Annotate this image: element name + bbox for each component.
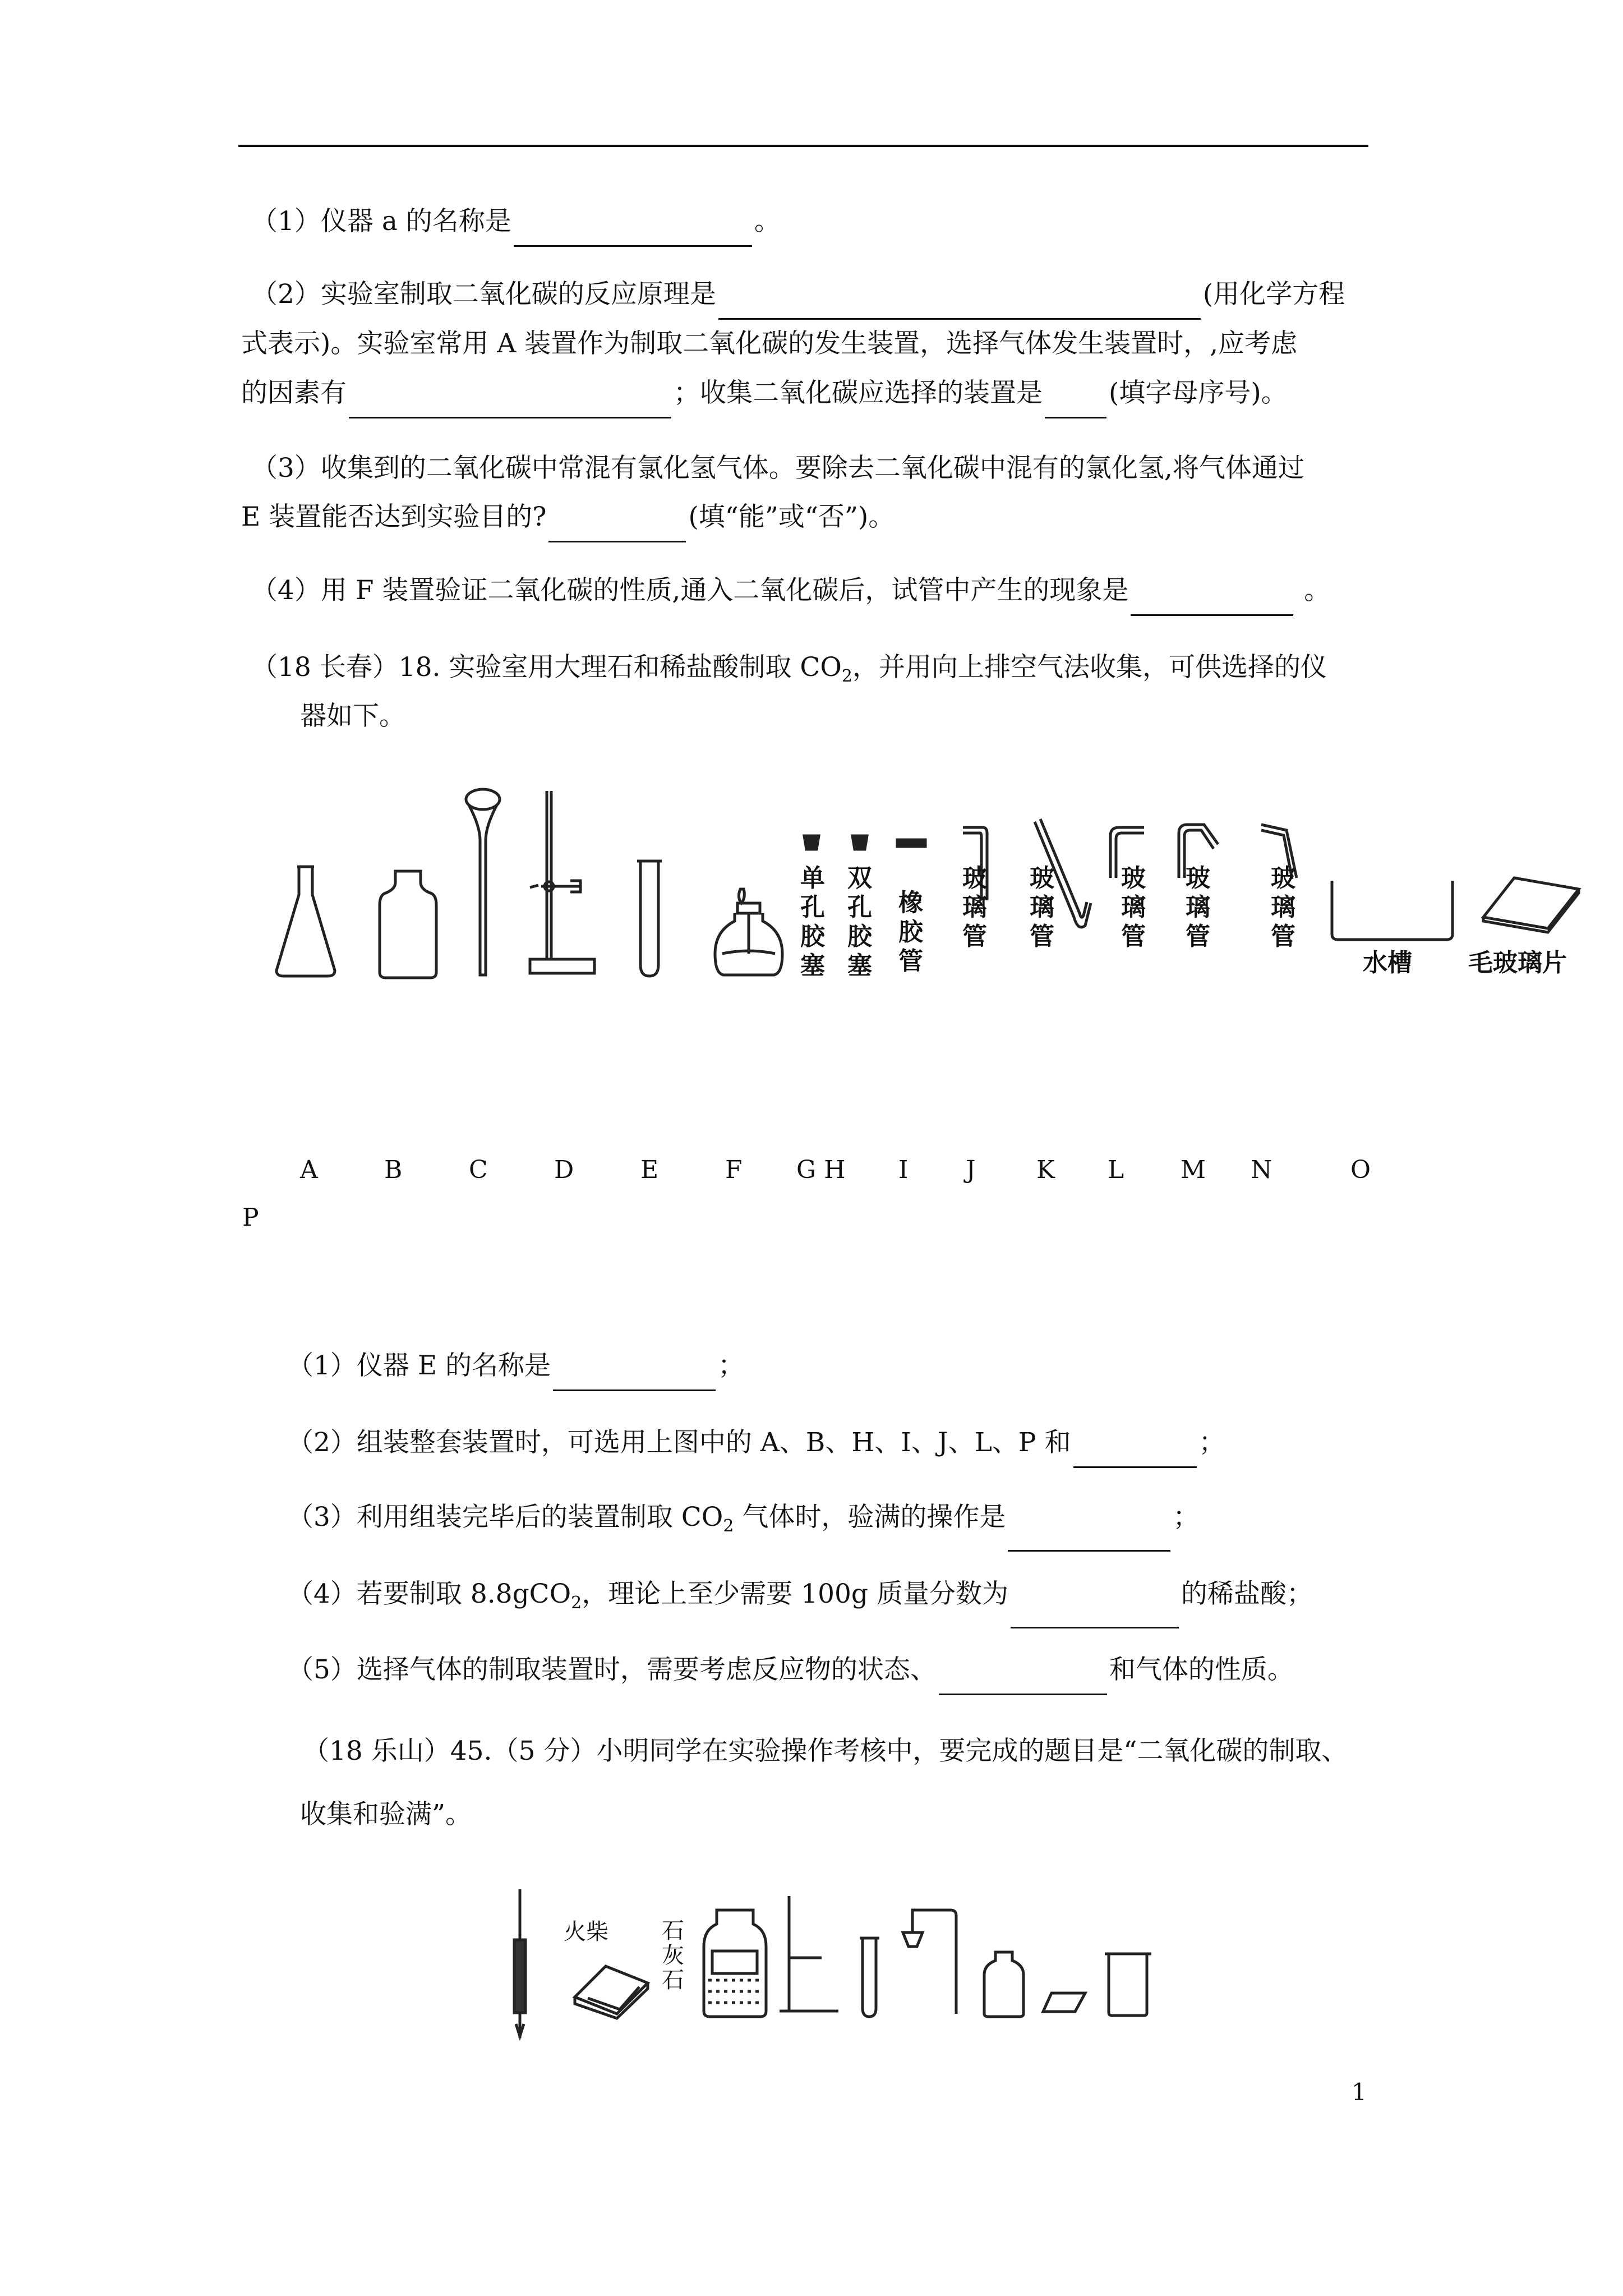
long-neck-funnel-drawing: [463, 787, 502, 979]
q45-thermometer-drawing: [511, 1889, 528, 2041]
label-double-hole-stopper: 双孔胶塞: [847, 864, 872, 980]
alcohol-lamp-drawing: [712, 886, 785, 979]
letter-j: J: [966, 1156, 976, 1184]
question-3-line-2: E 装置能否达到实验目的? (填“能”或“否”)。: [241, 492, 895, 542]
letter-d: D: [554, 1156, 574, 1184]
letter-b: B: [384, 1156, 403, 1184]
conical-flask-drawing: [272, 864, 339, 979]
question-2-line-3: 的因素有 ；收集二氧化碳应选择的装置是 (填字母序号)。: [241, 368, 1288, 418]
iron-stand-drawing: [519, 791, 603, 979]
test-tube-drawing: [633, 858, 666, 979]
water-trough-drawing: [1329, 878, 1455, 942]
label-glass-tube-n: 玻璃管: [1271, 864, 1295, 951]
header-rule: [238, 145, 1368, 147]
q18-sub-4: （4）若要制取 8.8gCO$_2$，理论上至少需要 100g 质量分数为 的稀盐酸；: [287, 1569, 1313, 1628]
label-glass-tube-m: 玻璃管: [1186, 864, 1210, 951]
q45-iron-stand-drawing: [777, 1896, 844, 2019]
q18-sub-2: （2）组装整套装置时，可选用上图中的 A、B、H、I、J、L、P 和 ；: [287, 1418, 1225, 1468]
q18-sub-3: （3）利用组装完毕后的装置制取 $CO_2$ 气体时，验满的操作是 ；: [287, 1492, 1199, 1552]
letter-m: M: [1181, 1156, 1206, 1184]
double-hole-stopper-drawing: [851, 835, 868, 850]
q18-intro-line-2: 器如下。: [300, 701, 405, 731]
answer-blank[interactable]: [1073, 1437, 1197, 1468]
question-4: （4）用 F 装置验证二氧化碳的性质,通入二氧化碳后，试管中产生的现象是 。: [251, 565, 1330, 616]
answer-blank[interactable]: [514, 216, 752, 247]
answer-blank[interactable]: [1045, 388, 1106, 418]
q45-matchbox-drawing: [572, 1958, 651, 2019]
letter-g-h: G H: [796, 1156, 846, 1184]
label-single-hole-stopper: 单孔胶塞: [800, 864, 825, 980]
question-3-line-1: （3）收集到的二氧化碳中常混有氯化氢气体。要除去二氧化碳中混有的氯化氢,将气体通过: [251, 453, 1304, 484]
label-ground-glass-plate: 毛玻璃片: [1468, 949, 1567, 977]
label-rubber-tube: 橡胶管: [898, 889, 923, 976]
q45-line-2: 收集和验满”。: [300, 1799, 472, 1830]
answer-blank[interactable]: [718, 289, 1201, 320]
answer-blank[interactable]: [1131, 585, 1293, 616]
ground-glass-plate-drawing: [1481, 875, 1581, 931]
q45-beaker-drawing: [1102, 1951, 1155, 2018]
answer-blank[interactable]: [548, 512, 686, 542]
question-1: （1）仪器 a 的名称是 。: [251, 196, 781, 247]
q45-line-1: （18 乐山）45.（5 分）小明同学在实验操作考核中，要完成的题目是“二氧化碳的制取、: [303, 1736, 1348, 1766]
letter-l: L: [1108, 1156, 1124, 1184]
single-hole-stopper-drawing: [803, 835, 820, 850]
letter-f: F: [725, 1156, 743, 1184]
answer-blank[interactable]: [349, 388, 671, 418]
label-limestone: 石灰石: [662, 1918, 684, 1993]
q45-gas-jar-drawing: [981, 1949, 1026, 2019]
q45-glass-plate-drawing: [1040, 1990, 1088, 2016]
page-number: 1: [1352, 2078, 1367, 2106]
q45-test-tube-drawing: [857, 1935, 882, 2019]
label-glass-tube-l: 玻璃管: [1121, 864, 1146, 951]
letter-e: E: [640, 1156, 659, 1184]
answer-blank[interactable]: [939, 1664, 1107, 1695]
question-2-line-1: （2）实验室制取二氧化碳的反应原理是 (用化学方程: [251, 269, 1345, 320]
q45-reagent-jar-drawing: [700, 1907, 770, 2019]
label-matches: 火柴: [564, 1919, 608, 1945]
letter-n: N: [1251, 1156, 1272, 1184]
question-2-line-2: 式表示)。实验室常用 A 装置作为制取二氧化碳的发生装置，选择气体发生装置时，,应考虑: [241, 328, 1298, 359]
letter-c: C: [469, 1156, 488, 1184]
gas-jar-drawing: [376, 868, 440, 979]
q18-sub-5: （5）选择气体的制取装置时，需要考虑反应物的状态、 和气体的性质。: [287, 1645, 1294, 1695]
letter-k: K: [1036, 1156, 1055, 1184]
letter-a: A: [300, 1156, 318, 1184]
answer-blank[interactable]: [1011, 1598, 1179, 1628]
rubber-tube-drawing: [896, 839, 927, 848]
q18-sub-1: （1）仪器 E 的名称是 ；: [287, 1341, 744, 1391]
label-water-trough: 水槽: [1363, 949, 1412, 977]
q45-delivery-tube-drawing: [897, 1902, 965, 2017]
q18-intro-line-1: （18 长春）18. 实验室用大理石和稀盐酸制取 $CO_2$，并用向上排空气法收集，可供选择的仪: [251, 652, 1327, 686]
label-glass-tube-k: 玻璃管: [1030, 864, 1054, 951]
letter-o: O: [1350, 1156, 1371, 1184]
answer-blank[interactable]: [1008, 1521, 1170, 1552]
letter-p: P: [242, 1203, 259, 1232]
letter-i: I: [898, 1156, 909, 1184]
answer-blank[interactable]: [553, 1360, 716, 1391]
label-glass-tube-j: 玻璃管: [962, 864, 987, 951]
